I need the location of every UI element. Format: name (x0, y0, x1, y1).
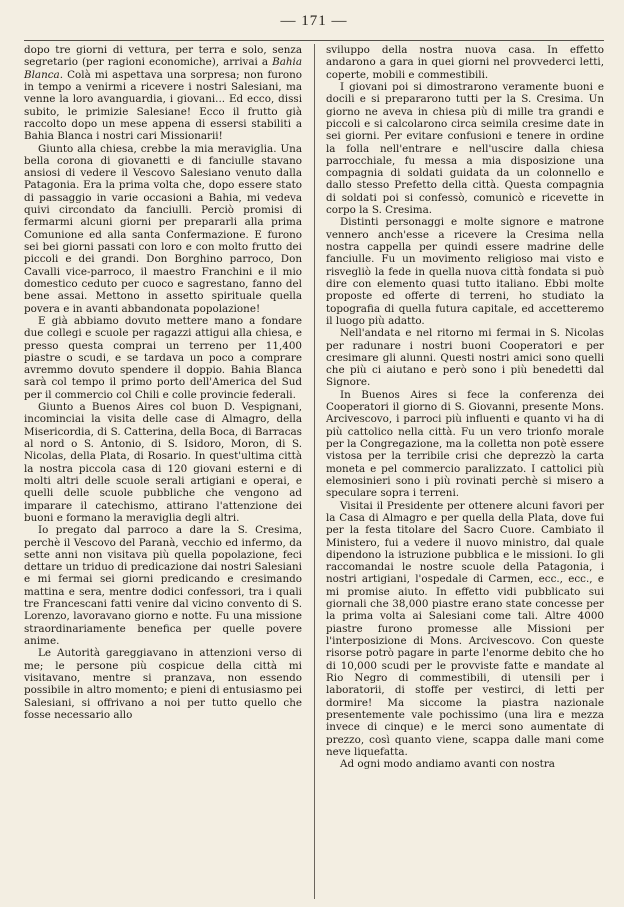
paragraph: Distinti personaggi e molte signore e matrone vennero anch'esse a ricevere la Cresima nella nostra cappella per quindi essere madrine delle fanciulle. Fu un movimento religioso mai visto e risvegliò la fede in quella nuova città fondata si può dire con elemento quasi tutto italiano. Ebbi molte proposte ed offerte di terreni, ho studiato la topografia di quella futura capitale, ed accetteremo il luogo più adatto. (326, 216, 604, 327)
column-divider (314, 44, 315, 899)
header-rule (24, 40, 604, 41)
place-name-italic: Bahia Blanca. (24, 56, 302, 81)
paragraph: Giunto alla chiesa, crebbe la mia meraviglia. Una bella corona di giovanetti e di fanciulle stavano ansiosi di vedere il Vescovo Salesiano venuto dalla Patagonia. Era la prima volta che, dopo essere stato di passaggio in varie occasioni a Bahia, mi vedeva quivi circondato da fanciulli. Perciò promisi di fermarmi alcuni giorni per prepararli alla prima Comunione ed alla santa Confermazione. E furono sei bei giorni passati con loro e con molto frutto dei piccoli e dei grandi. Don Borghino parroco, Don Cavalli vice-parroco, il maestro Franchini e il mio domestico ceduto per cuoco e sagrestano, fanno del bene assai. Mettono in assetto spirituale quella povera e in avanti abbandonata popolazione! (24, 142, 302, 315)
paragraph: Le Autorità gareggiavano in attenzioni verso di me; le persone più cospicue della città mi visitavano, mentre si pranzava, non essendo possibile in altro momento; e pieni di entusiasmo pei Salesiani, si offrivano a noi per tutto quello che fosse necessario allo (24, 647, 302, 721)
paragraph: Giunto a Buenos Aires col buon D. Vespignani, incominciai la visita delle case di Almagro, della Misericordia, di S. Catterina, della Boca, di Barracas al nord o S. Antonio, di S. Isidoro, Moron, di S. Nicolas, della Plata, di Rosario. In quest'ultima città la nostra piccola casa di 120 giovani esterni e di molti altri delle scuole serali artigiani e operai, e quelli delle scuole pubbliche che vengono ad imparare il catechismo, attirano l'attenzione dei buoni e formano la meraviglia degli altri. (24, 401, 302, 524)
paragraph: Nell'andata e nel ritorno mi fermai in S. Nicolas per radunare i nostri buoni Cooperatori e per cresimare gli alunni. Questi nostri amici sono quelli che più ci aiutano e però sono i più benedetti dal Signore. (326, 327, 604, 389)
paragraph: E già abbiamo dovuto mettere mano a fondare due collegi e scuole per ragazzi attigui alla chiesa, e presso questa comprai un terreno per 11,400 piastre o scudi, e se tardava un poco a comprare avremmo dovuto spendere il doppio. Bahia Blanca sarà col tempo il primo porto dell'America del Sud per il commercio col Chili e colle provincie federali. (24, 314, 302, 401)
paragraph: Ad ogni modo andiamo avanti con nostra (340, 758, 555, 771)
paragraph: Visitai il Presidente per ottenere alcuni favori per la Casa di Almagro e per quella della Plata, dove fui per la festa titolare del Sacro Cuore. Cambiato il Ministero, fui a vedere il nuovo ministro, dal quale dipendono la istruzione pubblica e le missioni. Io gli raccomandai le nostre scuole della Patagonia, i nostri artigiani, l'ospedale di Carmen, ecc., ecc., e mi promise aiuto. In effetto vidi pubblicato sui giornali che 38,000 piastre erano state concesse per la prima volta ai Salesiani come tali. Altre 4000 piastre furono promesse alle Missioni per l'interposizione di Mons. Arcivescovo. Con queste risorse potrò pagare in parte l'enorme debito che ho di 10,000 scudi per le provviste fatte e mandate al Rio Negro di commestibili, di utensili per i laboratorii, di stoffe per vestirci, di letti per dormire! Ma siccome la piastra nazionale presentemente vale pochissimo (una lira e mezza invece di cinque) e le merci sono aumentate di prezzo, così quanto viene, scappa dalle mani come neve liquefatta. (326, 499, 604, 758)
page-number: — 171 — (280, 13, 348, 29)
left-column (24, 44, 302, 721)
paragraph: sviluppo della nostra nuova casa. In effetto andarono a gara in quei giorni nel provvederci letti, coperte, mobili e commestibili. (326, 44, 604, 81)
right-column (326, 44, 604, 770)
paragraph (24, 44, 302, 143)
paragraph: I giovani poi si dimostrarono veramente buoni e docili e si prepararono tutti per la S. Cresima. Un giorno ne aveva in chiesa più di mille tra grandi e piccoli e si calcolarono circa seimila cresime date in sei giorni. Per evitare confusioni e tenere in ordine la folla nell'entrare e nell'uscire dalla chiesa parrocchiale, fu messa a mia disposizione una compagnia di soldati guidata da un colonnello e dallo stesso Prefetto della città. Questa compagnia di soldati poi si confessò, comunicò e ricevette in corpo la S. Cresima. (326, 80, 604, 217)
paragraph: In Buenos Aires si fece la conferenza dei Cooperatori il giorno di S. Giovanni, presente Mons. Arcivescovo, i parroci più influenti e quanto vi ha di più cattolico nella città. Fu un vero trionfo morale per la Congregazione, ma la colletta non potè essere vistosa per la terribile crisi che deprezzò la carta moneta e pel commercio paralizzato. I cattolici più elemosinieri sono i più rovinati perchè si misero a speculare sopra i terreni. (326, 388, 604, 500)
paragraph-text: Colà mi aspettava una sorpresa; non furono in tempo a venirmi a ricevere i nostri Salesiani, ma venne la loro avanguardia, i giovani... Ed ecco, dissi subito, le primizie Salesiane! Ecco il frutto già raccolto dopo un mese appena di essersi stabiliti a Bahia Blanca i nostri cari Missionarii! (24, 68, 302, 143)
paragraph-text: dopo tre giorni di vettura, per terra e solo, senza segretario (per ragioni economiche), arrivai a (24, 44, 302, 69)
text-columns (24, 44, 604, 901)
paragraph: Io pregato dal parroco a dare la S. Cresima, perchè il Vescovo del Paranà, vecchio ed infermo, da sette anni non visitava più quella popolazione, feci dettare un triduo di predicazione dai nostri Salesiani e mi fermai sei giorni predicando e cresimando mattina e sera, mentre dodici confessori, tra i quali tre Francescani fatti venire dal vicino convento di S. Lorenzo, lavoravano giorno e notte. Fu una missione straordinariamente benefica per quelle povere anime. (24, 524, 302, 647)
